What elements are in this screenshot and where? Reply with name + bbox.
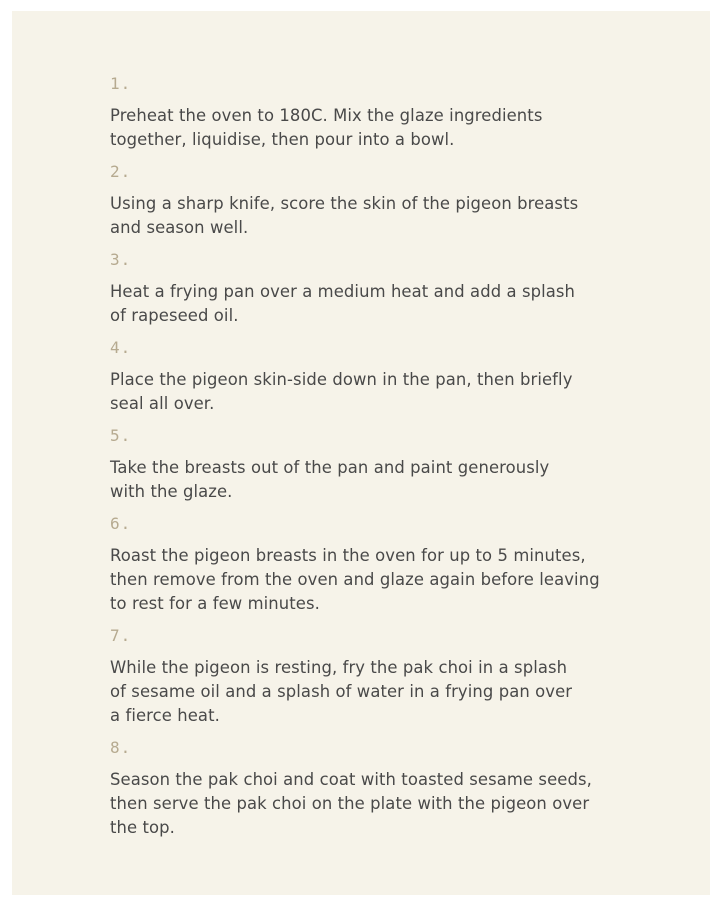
step-text: Preheat the oven to 180C. Mix the glaze ingredients together, liquidise, then pour into a bowl. [110,106,543,149]
step-text: While the pigeon is resting, fry the pak choi in a splash of sesame oil and a splash of water in a frying pan over a fierce heat. [110,658,573,725]
method-step-1 [110,73,670,152]
method-step-3 [110,249,670,328]
step-number: 1. [110,74,132,93]
step-number: 8. [110,738,132,757]
step-number: 7. [110,626,132,645]
step-text: Using a sharp knife, score the skin of the pigeon breasts and season well. [110,194,579,237]
method-step-5 [110,425,670,504]
step-number: 3. [110,250,132,269]
method-step-8 [110,737,670,840]
recipe-method-panel [12,11,710,895]
step-text: Season the pak choi and coat with toasted sesame seeds, then serve the pak choi on the plate with the pigeon over the top. [110,770,592,837]
method-step-4 [110,337,670,416]
step-number: 4. [110,338,132,357]
step-number: 6. [110,514,132,533]
step-number: 2. [110,162,132,181]
method-step-6 [110,513,670,616]
method-step-list [110,73,670,849]
step-text: Place the pigeon skin-side down in the pan, then briefly seal all over. [110,370,573,413]
method-step-7 [110,625,670,728]
step-text: Take the breasts out of the pan and paint generously with the glaze. [110,458,550,501]
step-text: Roast the pigeon breasts in the oven for up to 5 minutes, then remove from the oven and glaze again before leaving to rest for a few minutes. [110,546,600,613]
step-text: Heat a frying pan over a medium heat and add a splash of rapeseed oil. [110,282,576,325]
step-number: 5. [110,426,132,445]
method-step-2 [110,161,670,240]
